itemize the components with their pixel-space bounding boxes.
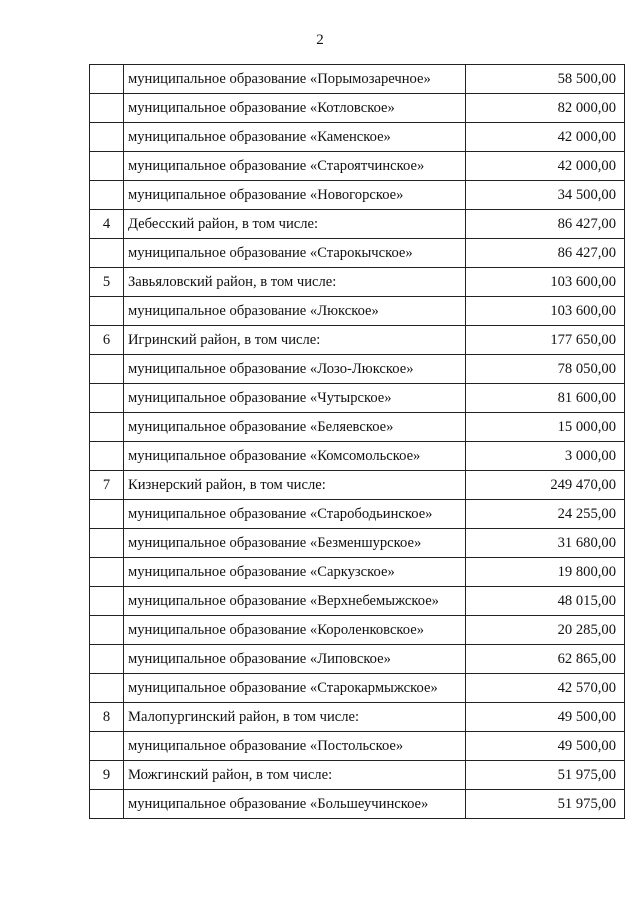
row-name: Игринский район, в том числе: xyxy=(124,326,466,355)
row-name: муниципальное образование «Старокычское» xyxy=(124,239,466,268)
table-row xyxy=(90,384,625,413)
table-row xyxy=(90,529,625,558)
row-name: муниципальное образование «Беляевское» xyxy=(124,413,466,442)
page-number: 2 xyxy=(316,32,324,48)
row-amount: 249 470,00 xyxy=(466,471,625,500)
row-amount: 86 427,00 xyxy=(466,239,625,268)
row-amount: 34 500,00 xyxy=(466,181,625,210)
row-number xyxy=(90,152,124,181)
row-amount: 51 975,00 xyxy=(466,761,625,790)
row-amount: 103 600,00 xyxy=(466,297,625,326)
row-number: 7 xyxy=(90,471,124,500)
row-name: муниципальное образование «Порымозаречное» xyxy=(124,65,466,94)
row-name: муниципальное образование «Саркузское» xyxy=(124,558,466,587)
row-number xyxy=(90,384,124,413)
row-number xyxy=(90,674,124,703)
table-row xyxy=(90,152,625,181)
table-row xyxy=(90,210,625,239)
row-amount: 24 255,00 xyxy=(466,500,625,529)
row-number xyxy=(90,558,124,587)
table-row xyxy=(90,123,625,152)
row-number xyxy=(90,790,124,819)
row-name: муниципальное образование «Старокармыжское» xyxy=(124,674,466,703)
row-amount: 103 600,00 xyxy=(466,268,625,297)
table-row xyxy=(90,500,625,529)
table-row xyxy=(90,94,625,123)
table-row xyxy=(90,703,625,732)
row-name: муниципальное образование «Верхнебемыжское» xyxy=(124,587,466,616)
table-row xyxy=(90,732,625,761)
row-number xyxy=(90,442,124,471)
row-number xyxy=(90,355,124,384)
table-row xyxy=(90,645,625,674)
row-name: муниципальное образование «Каменское» xyxy=(124,123,466,152)
row-name: муниципальное образование «Котловское» xyxy=(124,94,466,123)
row-amount: 42 000,00 xyxy=(466,123,625,152)
row-number xyxy=(90,529,124,558)
table-row xyxy=(90,471,625,500)
row-number xyxy=(90,732,124,761)
row-number: 8 xyxy=(90,703,124,732)
row-amount: 177 650,00 xyxy=(466,326,625,355)
row-amount: 86 427,00 xyxy=(466,210,625,239)
row-amount: 3 000,00 xyxy=(466,442,625,471)
table-row xyxy=(90,326,625,355)
row-amount: 19 800,00 xyxy=(466,558,625,587)
table-row xyxy=(90,761,625,790)
row-name: Можгинский район, в том числе: xyxy=(124,761,466,790)
row-amount: 58 500,00 xyxy=(466,65,625,94)
table-row xyxy=(90,616,625,645)
row-name: Кизнерский район, в том числе: xyxy=(124,471,466,500)
table-row xyxy=(90,239,625,268)
row-name: муниципальное образование «Староятчинское» xyxy=(124,152,466,181)
row-amount: 31 680,00 xyxy=(466,529,625,558)
budget-table xyxy=(89,64,625,819)
row-name: муниципальное образование «Чутырское» xyxy=(124,384,466,413)
row-name: муниципальное образование «Комсомольское» xyxy=(124,442,466,471)
row-number xyxy=(90,65,124,94)
table-row xyxy=(90,297,625,326)
row-number: 9 xyxy=(90,761,124,790)
row-number xyxy=(90,616,124,645)
row-name: муниципальное образование «Большеучинское» xyxy=(124,790,466,819)
row-amount: 42 000,00 xyxy=(466,152,625,181)
table-row xyxy=(90,355,625,384)
table-row xyxy=(90,558,625,587)
row-name: Завьяловский район, в том числе: xyxy=(124,268,466,297)
row-number xyxy=(90,94,124,123)
row-name: муниципальное образование «Лозо-Люкское» xyxy=(124,355,466,384)
row-number xyxy=(90,645,124,674)
row-amount: 15 000,00 xyxy=(466,413,625,442)
table-row xyxy=(90,413,625,442)
row-name: муниципальное образование «Постольское» xyxy=(124,732,466,761)
row-number xyxy=(90,413,124,442)
row-amount: 81 600,00 xyxy=(466,384,625,413)
table-row xyxy=(90,790,625,819)
row-number: 4 xyxy=(90,210,124,239)
row-amount: 82 000,00 xyxy=(466,94,625,123)
row-name: Малопургинский район, в том числе: xyxy=(124,703,466,732)
row-number xyxy=(90,587,124,616)
row-amount: 78 050,00 xyxy=(466,355,625,384)
row-number xyxy=(90,239,124,268)
budget-table-body xyxy=(90,65,625,819)
row-number: 6 xyxy=(90,326,124,355)
row-number xyxy=(90,297,124,326)
row-amount: 42 570,00 xyxy=(466,674,625,703)
table-row xyxy=(90,674,625,703)
row-amount: 48 015,00 xyxy=(466,587,625,616)
row-amount: 62 865,00 xyxy=(466,645,625,674)
row-amount: 49 500,00 xyxy=(466,703,625,732)
row-name: муниципальное образование «Короленковское» xyxy=(124,616,466,645)
row-amount: 51 975,00 xyxy=(466,790,625,819)
table-row xyxy=(90,181,625,210)
row-number xyxy=(90,123,124,152)
row-name: муниципальное образование «Старободьинское» xyxy=(124,500,466,529)
table-row xyxy=(90,268,625,297)
table-row xyxy=(90,65,625,94)
row-name: муниципальное образование «Люкское» xyxy=(124,297,466,326)
row-name: Дебесский район, в том числе: xyxy=(124,210,466,239)
row-name: муниципальное образование «Новогорское» xyxy=(124,181,466,210)
row-number: 5 xyxy=(90,268,124,297)
table-row xyxy=(90,587,625,616)
row-name: муниципальное образование «Липовское» xyxy=(124,645,466,674)
table-row xyxy=(90,442,625,471)
row-amount: 49 500,00 xyxy=(466,732,625,761)
row-number xyxy=(90,181,124,210)
row-name: муниципальное образование «Безменшурское» xyxy=(124,529,466,558)
row-number xyxy=(90,500,124,529)
row-amount: 20 285,00 xyxy=(466,616,625,645)
